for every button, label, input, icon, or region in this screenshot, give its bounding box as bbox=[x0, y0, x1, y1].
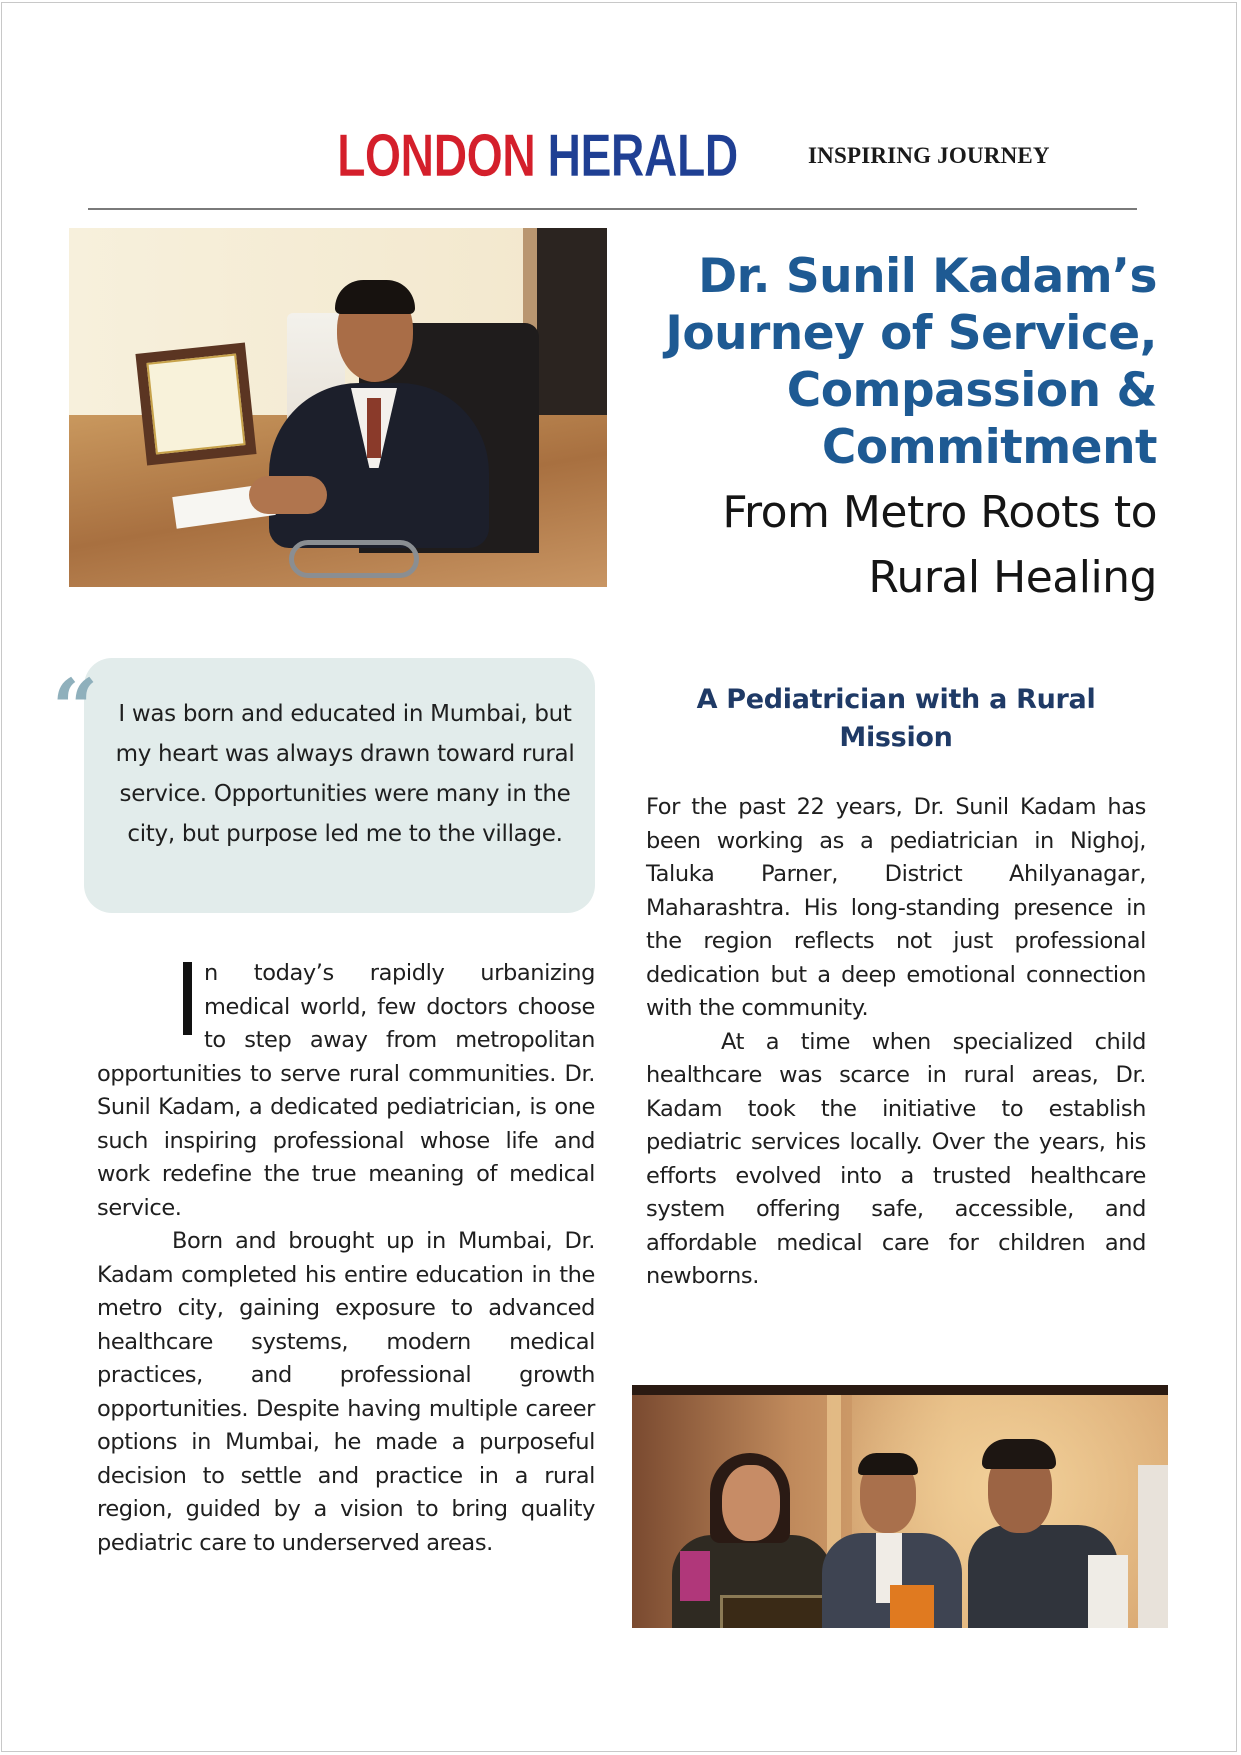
left-column bbox=[97, 957, 595, 1560]
drop-cap bbox=[183, 962, 192, 1035]
newspaper-logo bbox=[337, 122, 738, 189]
title-line: Compassion & bbox=[786, 363, 1157, 418]
intro-paragraph bbox=[97, 957, 595, 1225]
initiative-paragraph: At a time when specialized child healthcare was scarce in rural areas, Dr. Kadam took the initiative to establish pediatric services locally. Over the years, his efforts evolved into a trusted healthcare system offering safe, accessible, and affordable medical care for children and newborns. bbox=[646, 1028, 1146, 1289]
title-block bbox=[597, 248, 1157, 610]
photo-elder-hair bbox=[982, 1439, 1056, 1469]
photo-certificate-paper bbox=[146, 354, 245, 455]
drop-cap-letter bbox=[183, 962, 184, 963]
section-heading: A Pediatrician with a Rural Mission bbox=[696, 684, 1096, 753]
photo-certificate bbox=[135, 343, 256, 466]
photo-elder-sleeve bbox=[1088, 1555, 1128, 1628]
photo-doctor-hair bbox=[858, 1453, 918, 1475]
article-title bbox=[597, 248, 1157, 476]
practice-paragraph: For the past 22 years, Dr. Sunil Kadam has been working as a pediatrician in Nighoj, Taluka Parner, District Ahilyanagar, Maharashtra. His long-standing presence in the region reflects not just professional dedication but a deep emotional connection with the community. bbox=[646, 794, 1146, 1021]
portrait-photo bbox=[69, 228, 607, 587]
photo-hands bbox=[249, 476, 327, 514]
stethoscope-icon bbox=[289, 540, 419, 578]
pull-quote-text: I was born and educated in Mumbai, but my heart was always drawn toward rural service. Opportunities were many in the city, but purpose led me to the village. bbox=[115, 701, 575, 847]
subtitle-line: From Metro Roots to bbox=[722, 487, 1157, 538]
title-line: Journey of Service, bbox=[665, 306, 1157, 361]
photo-top-bar bbox=[632, 1385, 1168, 1395]
award-photo bbox=[632, 1385, 1168, 1628]
photo-woman-blouse bbox=[680, 1551, 710, 1601]
trophy-icon bbox=[890, 1585, 934, 1628]
photo-background-person bbox=[1138, 1465, 1168, 1628]
intro-paragraph-text: n today’s rapidly urbanizing medical world, few doctors choose to step away from metropolitan opportunities to serve rural communities. Dr. Sunil Kadam, a dedicated pediatrician, is one such inspiring professional whose life and work redefine the true meaning of medical service. bbox=[97, 960, 595, 1221]
masthead-logo bbox=[337, 124, 851, 188]
logo-herald: HERALD bbox=[547, 122, 738, 189]
title-line: Dr. Sunil Kadam’s bbox=[698, 249, 1157, 304]
title-line: Commitment bbox=[821, 420, 1157, 475]
photo-tie bbox=[367, 398, 381, 458]
photo-woman-face bbox=[722, 1465, 780, 1541]
quote-mark-icon: “ bbox=[52, 661, 99, 755]
background-paragraph: Born and brought up in Mumbai, Dr. Kadam completed his entire education in the metro city, gaining exposure to advanced healthcare systems, modern medical practices, and professional growth opportunities. Despite having multiple career options in Mumbai, he made a purposeful decision to settle and practice in a rural region, guided by a vision to bring quality pediatric care to underserved areas. bbox=[97, 1228, 595, 1556]
section-tag: INSPIRING JOURNEY bbox=[808, 143, 1050, 168]
photo-hair bbox=[335, 280, 415, 314]
header-divider bbox=[88, 208, 1137, 210]
article-subtitle bbox=[597, 480, 1157, 610]
photo-award-frame bbox=[720, 1595, 826, 1628]
subtitle-line: Rural Healing bbox=[868, 552, 1157, 603]
right-column bbox=[646, 791, 1146, 1294]
logo-london: LONDON bbox=[337, 122, 536, 189]
